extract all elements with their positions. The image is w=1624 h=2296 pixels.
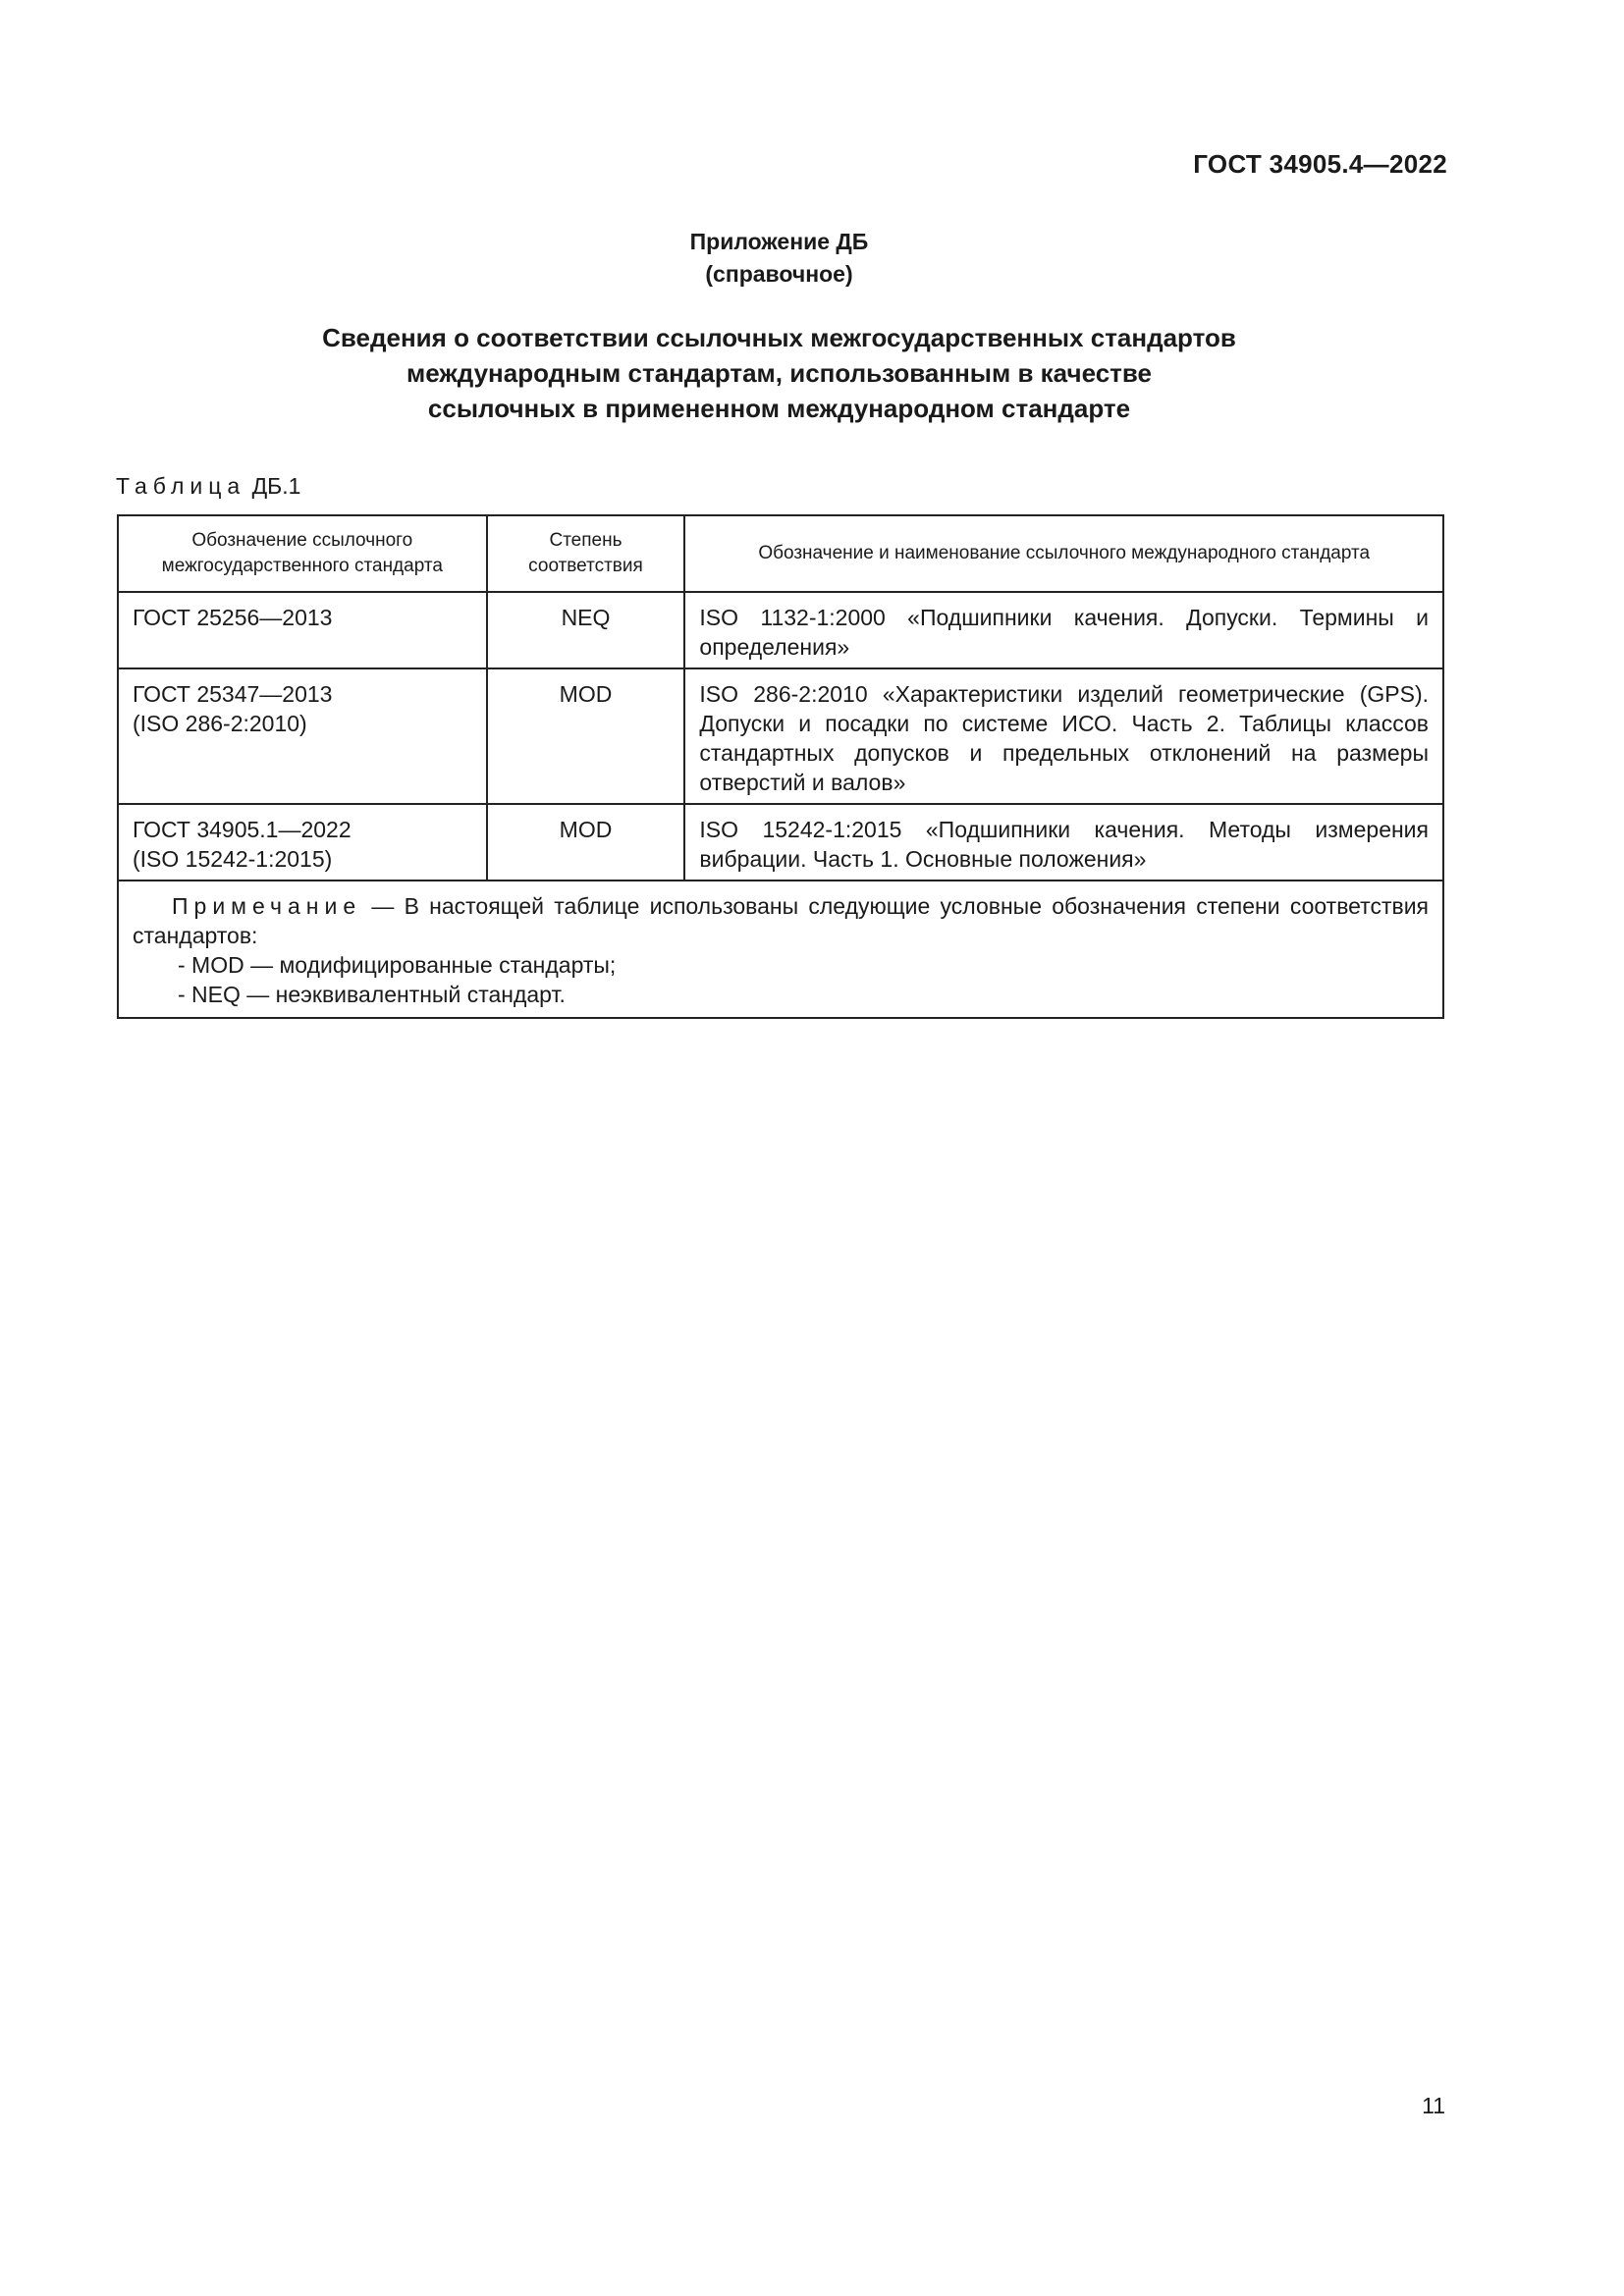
cell-designation <box>118 804 487 881</box>
appendix-heading <box>0 226 1558 291</box>
designation-line: (ISO 286-2:2010) <box>133 711 307 736</box>
cell-international: ISO 286-2:2010 «Характеристики изделий геометрические (GPS). Допуски и посадки по системе ИСО. Часть 2. Таблицы классов стандартных допусков и предельных отклонений на размеры отверстий и валов» <box>684 668 1443 804</box>
appendix-type: (справочное) <box>705 261 853 287</box>
note-text <box>133 891 1429 950</box>
table-note <box>118 881 1443 1018</box>
table-caption <box>116 473 300 500</box>
column-header-designation: Обозначение ссылочного межгосударственного стандарта <box>118 515 487 592</box>
cell-degree: NEQ <box>487 592 685 668</box>
table-caption-word: Таблица <box>116 473 246 499</box>
designation-line: ГОСТ 25256—2013 <box>133 605 333 630</box>
appendix-label: Приложение ДБ <box>689 229 869 254</box>
column-header-degree: Степень соответствия <box>487 515 685 592</box>
cell-degree: MOD <box>487 804 685 881</box>
designation-line: ГОСТ 25347—2013 <box>133 681 333 707</box>
title-line: международным стандартам, использованным в качестве <box>406 358 1152 388</box>
cell-designation <box>118 668 487 804</box>
note-body: — В настоящей таблице использованы следующие условные обозначения степени соответствия стандартов: <box>133 893 1430 948</box>
document-title <box>0 320 1558 426</box>
title-line: Сведения о соответствии ссылочных межгосударственных стандартов <box>322 323 1236 352</box>
note-item: - MOD — модифицированные стандарты; <box>178 952 617 978</box>
document-code: ГОСТ 34905.4—2022 <box>1193 149 1447 179</box>
page-number: 11 <box>1422 2093 1445 2118</box>
note-item: - NEQ — неэквивалентный стандарт. <box>178 982 566 1007</box>
designation-line: (ISO 15242-1:2015) <box>133 846 333 872</box>
cell-international: ISO 15242-1:2015 «Подшипники качения. Методы измерения вибрации. Часть 1. Основные положения» <box>684 804 1443 881</box>
column-header-international: Обозначение и наименование ссылочного международного стандарта <box>684 515 1443 592</box>
designation-line: ГОСТ 34905.1—2022 <box>133 817 352 842</box>
table-row <box>118 668 1443 804</box>
cell-international: ISO 1132-1:2000 «Подшипники качения. Допуски. Термины и определения» <box>684 592 1443 668</box>
table-row <box>118 592 1443 668</box>
table-header-row <box>118 515 1443 592</box>
table-caption-id: ДБ.1 <box>251 473 301 499</box>
table-row <box>118 804 1443 881</box>
cell-degree: MOD <box>487 668 685 804</box>
cell-designation <box>118 592 487 668</box>
title-line: ссылочных в примененном международном стандарте <box>427 394 1131 423</box>
note-label: Примечание <box>172 893 362 919</box>
reference-standards-table <box>117 514 1444 1019</box>
table-note-row <box>118 881 1443 1018</box>
